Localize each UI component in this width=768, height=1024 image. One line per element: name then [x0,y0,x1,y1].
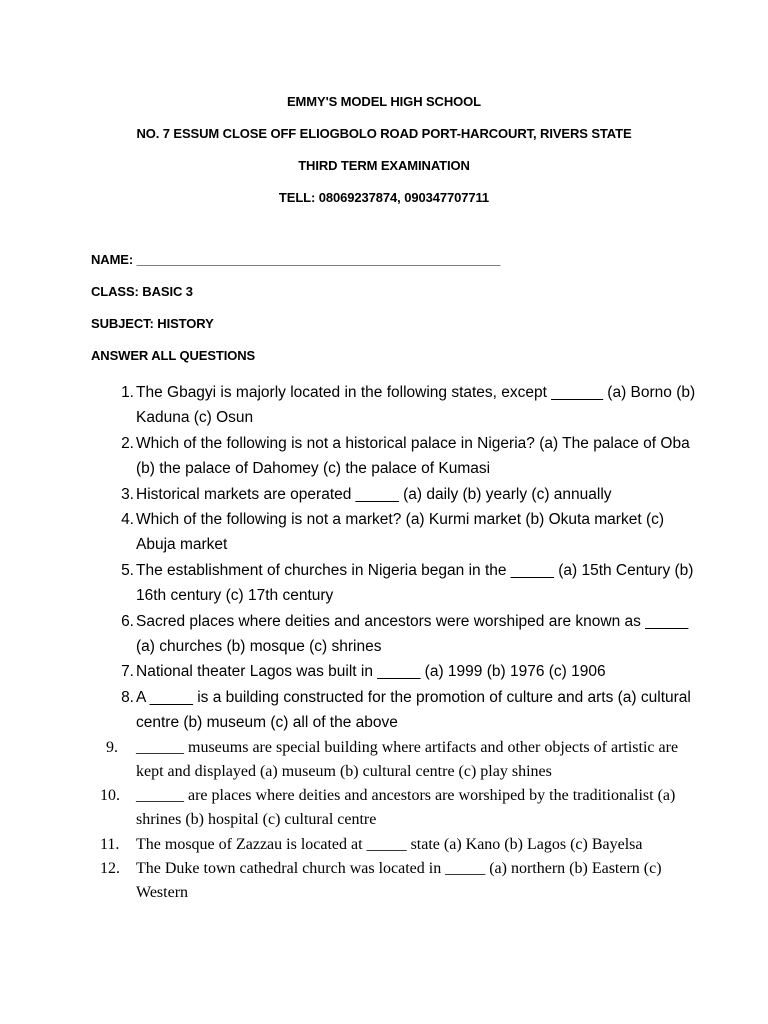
question-list [100,380,696,905]
question-text: The Gbagyi is majorly located in the following states, except ______ (a) Borno (b) Kaduna (c) Osun [136,384,696,427]
question-number: 10. [100,787,120,805]
question-text: The establishment of churches in Nigeria began in the _____ (a) 15th Century (b) 16th century (c) 17th century [136,561,694,605]
question-item [100,784,696,832]
school-address: NO. 7 ESSUM CLOSE OFF ELIOGBOLO ROAD PORT-HARCOURT, RIVERS STATE [136,126,632,141]
question-text: Sacred places where deities and ancestors were worshiped are known as _____ (a) churches (b) mosque (c) shrines [136,612,689,656]
question-number: 8. [121,688,134,706]
question-text: ______ are places where deities and ancestors are worshiped by the traditionalist (a) shrines (b) hospital (c) cultural centre [136,787,676,829]
question-text: A _____ is a building constructed for the promotion of culture and arts (a) cultural centre (b) museum (c) all of the above [136,688,691,732]
question-text: The mosque of Zazzau is located at _____ state (a) Kano (b) Lagos (c) Bayelsa [136,835,643,853]
question-number: 4. [121,511,134,529]
question-number: 6. [121,612,134,630]
question-text: The Duke town cathedral church was located in _____ (a) northern (b) Eastern (c) Western [136,859,662,901]
question-item [106,482,696,507]
question-item [106,558,696,609]
question-item [106,609,696,660]
question-item [106,507,696,558]
question-number: 9. [106,738,118,756]
question-item [100,857,696,905]
question-item [106,659,696,684]
subject-label: SUBJECT: HISTORY [91,316,214,331]
name-field: NAME: ___________________________________________________ [91,252,501,267]
question-number: 12. [100,859,120,877]
question-text: Which of the following is not a historical palace in Nigeria? (a) The palace of Oba (b) the palace of Dahomey (c) the palace of Kumasi [136,434,690,478]
question-item [106,380,696,431]
school-phone: TELL: 08069237874, 090347707711 [278,190,490,205]
school-name: EMMY'S MODEL HIGH SCHOOL [286,94,482,109]
question-text: ______ museums are special building where artifacts and other objects of artistic are kept and displayed (a) museum (b) cultural centre (c) play shines [136,738,679,780]
question-item [106,736,696,784]
exam-title: THIRD TERM EXAMINATION [298,158,470,173]
question-item [106,685,696,736]
class-label: CLASS: BASIC 3 [91,284,193,299]
question-number: 2. [121,434,134,452]
question-number: 11. [100,835,120,853]
question-number: 1. [121,384,134,401]
question-text: Which of the following is not a market? (a) Kurmi market (b) Okuta market (c) Abuja market [136,511,665,554]
question-text: National theater Lagos was built in _____ (a) 1999 (b) 1976 (c) 1906 [136,663,606,681]
question-number: 3. [121,485,134,503]
instruction-label: ANSWER ALL QUESTIONS [91,348,256,363]
question-number: 5. [121,561,134,579]
question-item [100,833,696,857]
question-text: Historical markets are operated _____ (a) daily (b) yearly (c) annually [136,485,612,503]
question-item [106,431,696,482]
question-number: 7. [121,663,134,681]
